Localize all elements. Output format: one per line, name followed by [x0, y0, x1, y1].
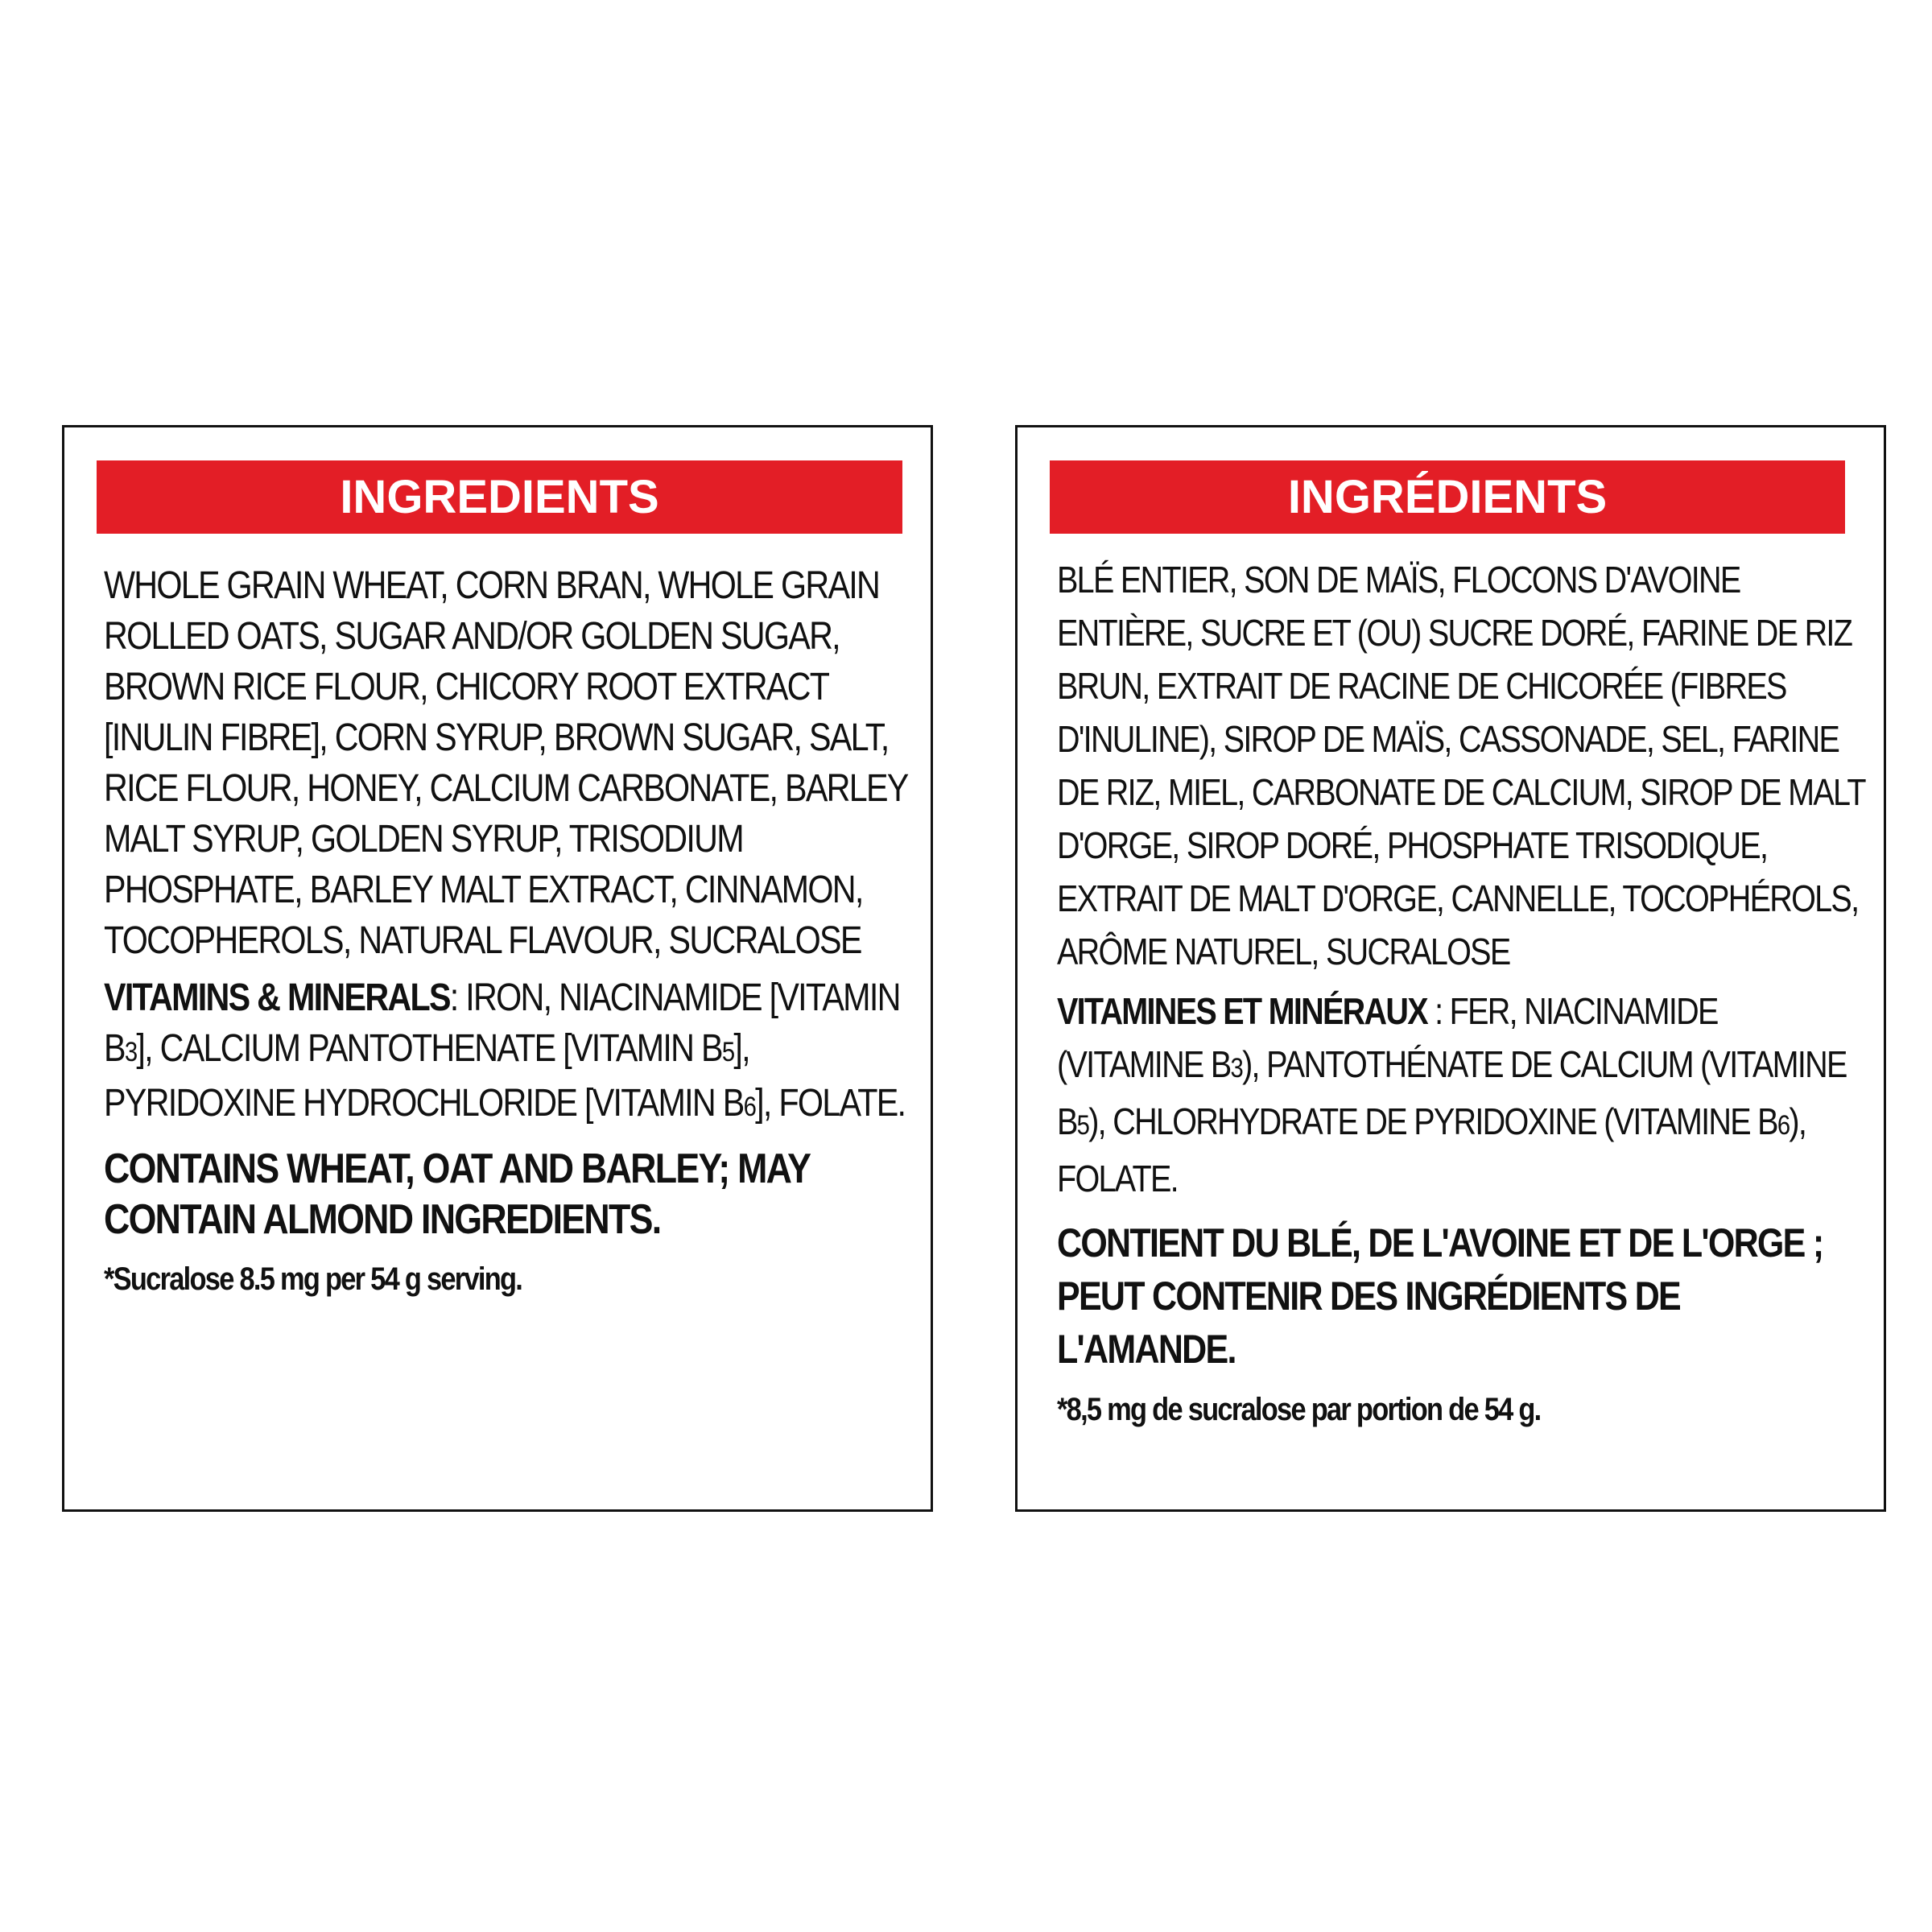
french-body	[1057, 553, 1868, 1432]
vitamins-minerals	[104, 972, 913, 1133]
vitamin-b3-subscript-fr: 3	[1230, 1053, 1243, 1084]
vitamins-text-4-fr: ), FOLATE.	[1057, 1100, 1806, 1199]
vitamins-text-1-fr: : FER, NIACINAMIDE (VITAMINE B	[1057, 990, 1718, 1085]
ingredients-list-fr: BLÉ ENTIER, SON DE MAÏS, FLOCONS D'AVOINE ENTIÈRE, SUCRE ET (OU) SUCRE DORÉ, FARINE DE RIZ BRUN, EXTRAIT DE RACINE DE CHICORÉE (FIBRES D'INULINE), SIROP DE MAÏS, CASSONADE, SEL, FARINE DE RIZ, MIEL, CARBONATE DE CALCIUM, SIROP DE MALT D'ORGE, SIROP DORÉ, PHOSPHATE TRISODIQUE, EXTRAIT DE MALT D'ORGE, CANNELLE, TOCOPHÉROLS, ARÔME NATUREL, SUCRALOSE	[1057, 559, 1865, 972]
sucralose-footnote: *Sucralose 8.5 mg per 54 g serving.	[104, 1261, 522, 1297]
allergen-statement-fr: CONTIENT DU BLÉ, DE L'AVOINE ET DE L'ORGE ; PEUT CONTENIR DES INGRÉDIENTS DE L'AMANDE.	[1057, 1220, 1823, 1372]
vitamins-text-2: ], CALCIUM PANTOTHENATE [VITAMIN B	[136, 1027, 722, 1070]
vitamins-label: VITAMINS & MINERALS	[104, 976, 450, 1019]
ingredients-heading-banner-fr: INGRÉDIENTS	[1050, 460, 1845, 534]
ingredients-heading-banner: INGREDIENTS	[97, 460, 902, 534]
french-ingredients-panel	[1015, 425, 1886, 1512]
allergen-statement: CONTAINS WHEAT, OAT AND BARLEY; MAY CONTAIN ALMOND INGREDIENTS.	[104, 1146, 810, 1243]
vitamins-text-2-fr: ), PANTOTHÉNATE DE CALCIUM (VITAMINE B	[1057, 1043, 1847, 1142]
ingredients-list: WHOLE GRAIN WHEAT, CORN BRAN, WHOLE GRAIN ROLLED OATS, SUGAR AND/OR GOLDEN SUGAR, BROWN RICE FLOUR, CHICORY ROOT EXTRACT [INULIN FIBRE], CORN SYRUP, BROWN SUGAR, SALT, RICE FLOUR, HONEY, CALCIUM CARBONATE, BARLEY MALT SYRUP, GOLDEN SYRUP, TRISODIUM PHOSPHATE, BARLEY MALT EXTRACT, CINNAMON, TOCOPHEROLS, NATURAL FLAVOUR, SUCRALOSE	[104, 564, 907, 962]
vitamin-b6-subscript: 6	[743, 1092, 756, 1122]
vitamins-text-3: ], PYRIDOXINE HYDROCHLORIDE [VITAMIN B	[104, 1027, 749, 1125]
vitamins-text-3-fr: ), CHLORHYDRATE DE PYRIDOXINE (VITAMINE B	[1088, 1100, 1777, 1142]
vitamin-b5-subscript: 5	[721, 1037, 734, 1067]
vitamin-b5-subscript-fr: 5	[1076, 1110, 1089, 1141]
vitamins-minerals-fr	[1057, 985, 1866, 1205]
english-body	[104, 560, 914, 1302]
vitamin-b3-subscript: 3	[124, 1037, 137, 1067]
vitamins-text-1: : IRON, NIACINAMIDE [VITAMIN B	[104, 976, 900, 1070]
vitamins-label-fr: VITAMINES ET MINÉRAUX	[1057, 990, 1427, 1032]
vitamin-b6-subscript-fr: 6	[1777, 1110, 1790, 1141]
english-ingredients-panel	[62, 425, 933, 1512]
sucralose-footnote-fr: *8,5 mg de sucralose par portion de 54 g.	[1057, 1392, 1541, 1427]
vitamins-text-4: ], FOLATE.	[755, 1082, 906, 1125]
